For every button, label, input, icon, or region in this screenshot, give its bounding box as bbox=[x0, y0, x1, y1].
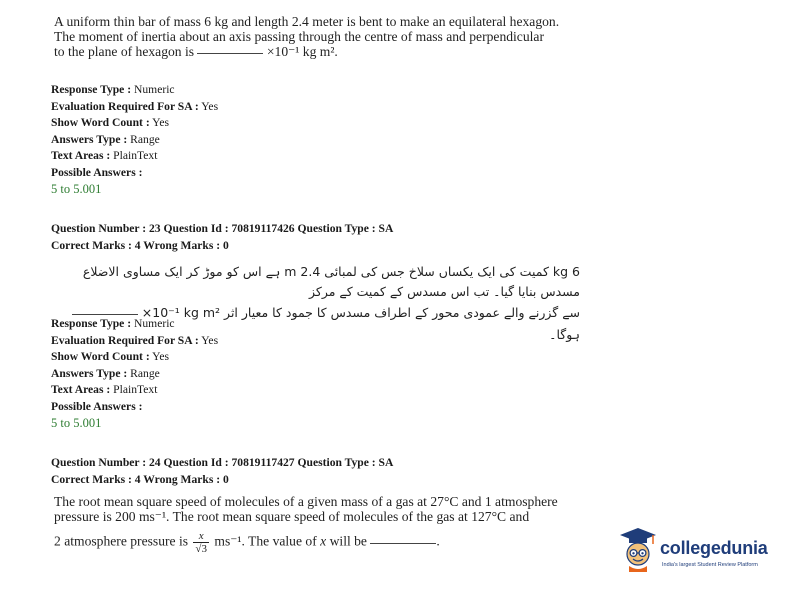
fraction: $\frac{x}{√3}$ bbox=[195, 530, 207, 555]
logo-tagline: India's largest Student Review Platform bbox=[662, 562, 758, 568]
answers-type: Answers Type : Range bbox=[51, 366, 160, 380]
answers-type: Answers Type : Range bbox=[51, 132, 160, 146]
urdu-line1: 6 kg کمیت کی ایک یکساں سلاخ جس کی لمبائی 2.4 m ہے اس کو موڑ کر ایک مساوی الاضلاع مسدس بنایا گیا۔ تب اس مسدس کے کمیت کے مرکز bbox=[82, 264, 580, 299]
q22-meta bbox=[51, 82, 218, 198]
response-type: Response Type : Numeric bbox=[51, 317, 175, 330]
urdu-line2: سے گزرنے والے عمودی محور کے اطراف مسدس کا جمود کا معیار اثر ×10⁻¹ kg m² ہوگا۔ bbox=[52, 302, 580, 346]
question-header: Question Number : 23 Question Id : 70819117426 Question Type : SA bbox=[51, 222, 394, 235]
mascot-icon bbox=[618, 526, 658, 572]
q22-text bbox=[54, 14, 594, 59]
answer-blank bbox=[370, 542, 436, 544]
question-header: Question Number : 24 Question Id : 70819117427 Question Type : SA bbox=[51, 456, 394, 469]
possible-answers-value: 5 to 5.001 bbox=[51, 182, 102, 196]
q24-header bbox=[51, 455, 393, 488]
q22-line3: to the plane of hexagon is ×10⁻¹ kg m². bbox=[54, 44, 338, 59]
answer-blank bbox=[197, 52, 263, 54]
q23-meta bbox=[51, 316, 218, 432]
text-areas: Text Areas : PlainText bbox=[51, 383, 158, 396]
possible-answers-value: 5 to 5.001 bbox=[51, 416, 102, 430]
show-word-count: Show Word Count : Yes bbox=[51, 116, 170, 129]
response-type: Response Type : Numeric bbox=[51, 83, 175, 96]
q22-line1: A uniform thin bar of mass 6 kg and length 2.4 meter is bent to make an equilateral hexagon. bbox=[54, 14, 560, 29]
text-areas: Text Areas : PlainText bbox=[51, 149, 158, 162]
logo-name: collegedunia bbox=[660, 538, 768, 558]
q24-text bbox=[54, 494, 594, 555]
evaluation-required: Evaluation Required For SA : Yes bbox=[51, 333, 219, 347]
q24-line2: pressure is 200 ms⁻¹. The root mean square speed of molecules of the gas at 127°C and bbox=[54, 509, 530, 524]
marks-info: Correct Marks : 4 Wrong Marks : 0 bbox=[51, 472, 229, 486]
answer-blank bbox=[72, 313, 138, 315]
marks-info: Correct Marks : 4 Wrong Marks : 0 bbox=[51, 238, 229, 252]
show-word-count: Show Word Count : Yes bbox=[51, 350, 170, 363]
q23-header bbox=[51, 221, 393, 254]
possible-answers-label: Possible Answers : bbox=[51, 165, 143, 179]
q24-line3: 2 atmosphere pressure is $\frac{x}{√3}$ ms⁻¹. The value of x will be . bbox=[54, 530, 440, 555]
evaluation-required: Evaluation Required For SA : Yes bbox=[51, 99, 219, 113]
possible-answers-label: Possible Answers : bbox=[51, 399, 143, 413]
q24-line1: The root mean square speed of molecules of a given mass of a gas at 27°C and 1 atmosphere bbox=[54, 494, 558, 509]
collegedunia-logo bbox=[618, 524, 778, 580]
q22-line2: The moment of inertia about an axis passing through the centre of mass and perpendicular bbox=[54, 29, 544, 44]
